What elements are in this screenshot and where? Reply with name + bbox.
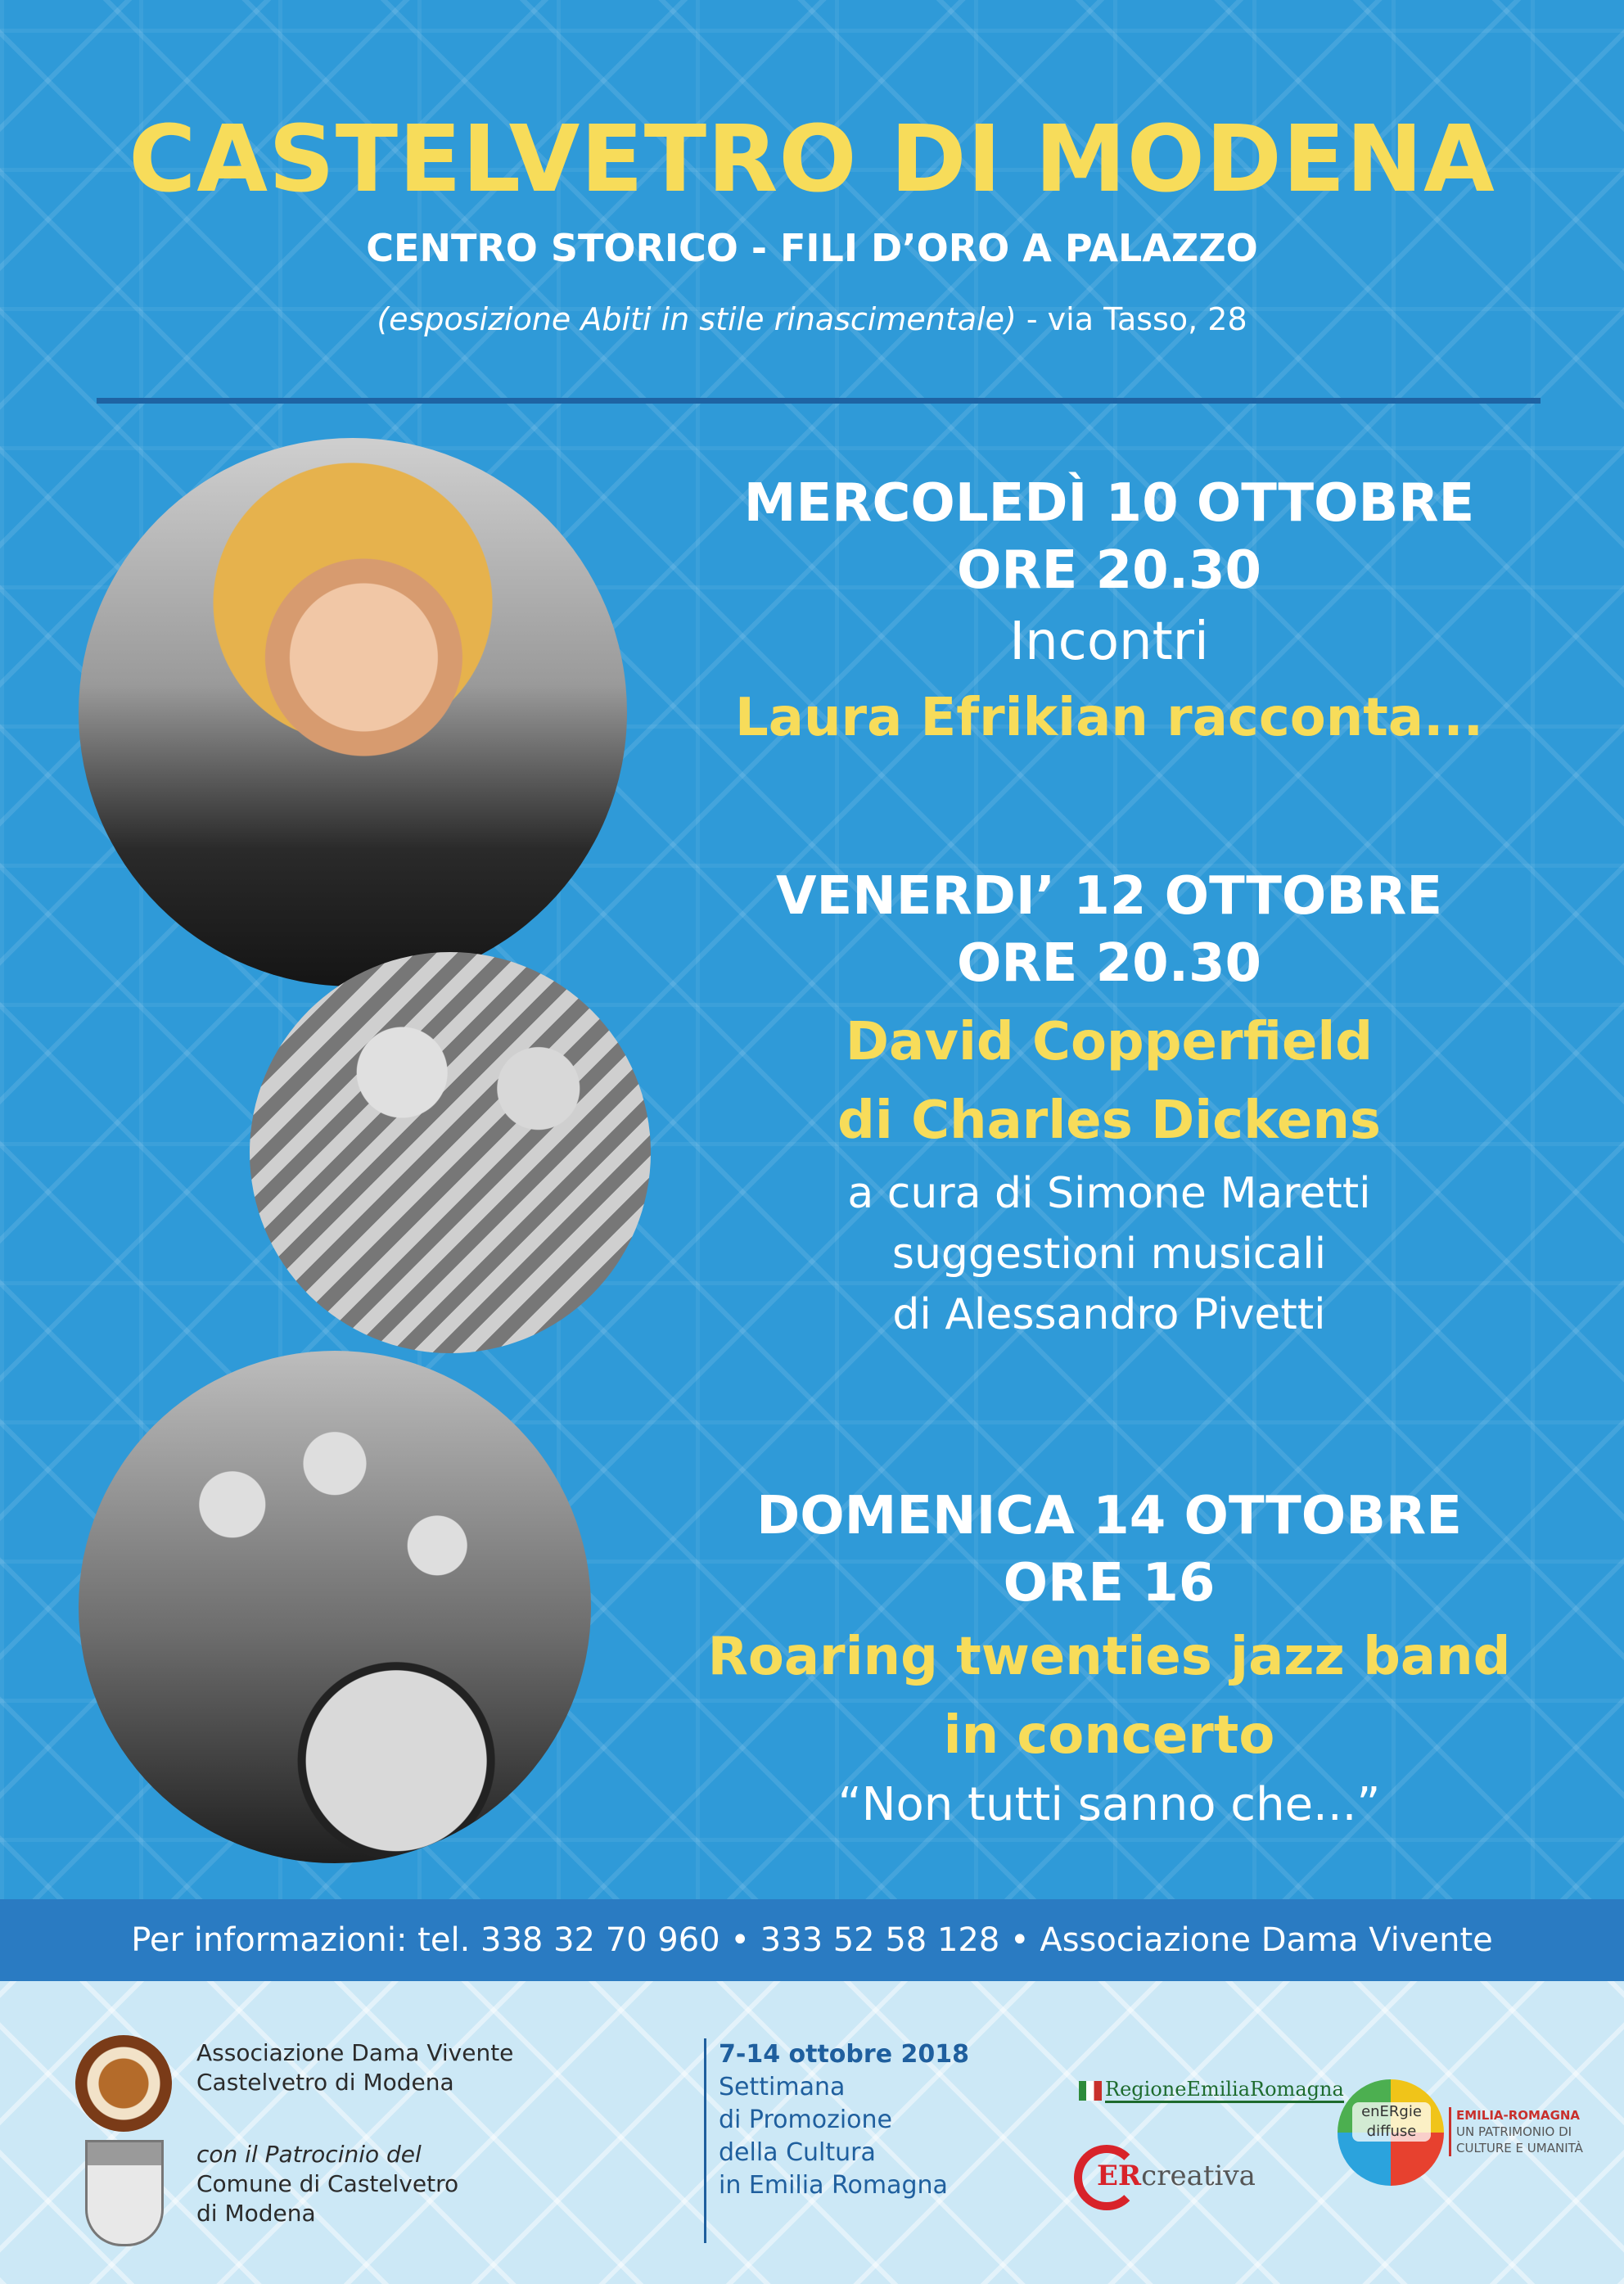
er-logo-line2: UN PATRIMONIO DI [1456, 2124, 1572, 2139]
event-2-time: ORE 20.30 [956, 933, 1262, 994]
info-bar: Per informazioni: tel. 338 32 70 960 • 333 52 58 128 • Associazione Dama Vivente [0, 1899, 1624, 1981]
footer-divider [704, 2038, 706, 2243]
dama-vivente-logo-icon [75, 2035, 172, 2132]
regione-emilia-romagna-logo: RegioneEmiliaRomagna [1105, 2078, 1344, 2103]
event-1-date: MERCOLEDÌ 10 OTTOBRE [743, 473, 1475, 534]
page-subtitle: CENTRO STORICO - FILI D’ORO A PALAZZO [366, 226, 1258, 270]
culture-week-line2: di Promozione [719, 2106, 892, 2134]
energie-line1: enERgie [1361, 2103, 1422, 2120]
event-2-curator: a cura di Simone Maretti [847, 1169, 1371, 1218]
association-line2: Castelvetro di Modena [196, 2069, 454, 2096]
comune-crest-icon [85, 2140, 164, 2246]
exhibition-note [0, 301, 1624, 337]
event-3-title-line2: in concerto [943, 1705, 1275, 1766]
event-2-title-line2: di Charles Dickens [837, 1090, 1381, 1151]
event-3 [647, 1483, 1572, 1835]
header-divider [97, 398, 1541, 404]
ercreativa-er: ER [1097, 2160, 1142, 2192]
culture-week-line1: Settimana [719, 2073, 846, 2101]
exhibition-description: (esposizione Abiti in stile rinascimentale) [377, 301, 1017, 337]
event-1-time: ORE 20.30 [956, 540, 1262, 601]
culture-week-line4: in Emilia Romagna [719, 2171, 948, 2200]
culture-week-line3: della Cultura [719, 2138, 876, 2167]
event-3-title-line1: Roaring twenties jazz band [707, 1627, 1511, 1687]
energie-line2: diffuse [1366, 2123, 1417, 2140]
association-name [196, 2038, 513, 2097]
culture-week-text [719, 2038, 969, 2202]
ercreativa-rest: creativa [1141, 2160, 1256, 2192]
event-3-quote: “Non tutti sanno che...” [837, 1778, 1381, 1831]
photo-david-copperfield [250, 952, 651, 1353]
portrait-photo-laura-efrikian [79, 438, 627, 986]
er-logo-line3: CULTURE E UMANITÀ [1456, 2141, 1583, 2155]
event-2-date: VENERDI’ 12 OTTOBRE [775, 866, 1443, 927]
association-line1: Associazione Dama Vivente [196, 2039, 514, 2066]
event-2-music-line1: suggestioni musicali [891, 1230, 1327, 1279]
page-title: CASTELVETRO DI MODENA [129, 106, 1495, 213]
patronage-line2: Comune di Castelvetro [196, 2170, 459, 2197]
emilia-romagna-patrimonio-logo [1449, 2107, 1583, 2156]
patronage-line3: di Modena [196, 2200, 316, 2227]
culture-week-dates: 7-14 ottobre 2018 [719, 2040, 969, 2069]
event-3-date: DOMENICA 14 OTTOBRE [756, 1486, 1462, 1546]
energie-diffuse-logo [1352, 2102, 1431, 2142]
regione-flag-icon [1079, 2081, 1102, 2101]
event-3-time: ORE 16 [1003, 1553, 1216, 1614]
event-2-music-line2: di Alessandro Pivetti [892, 1290, 1326, 1339]
event-1-kind: Incontri [1009, 612, 1209, 672]
event-2 [647, 864, 1572, 1345]
exhibition-address: - via Tasso, 28 [1016, 301, 1247, 337]
patronage-text [196, 2140, 458, 2228]
ercreativa-logo [1097, 2160, 1256, 2192]
event-2-title-line1: David Copperfield [845, 1012, 1374, 1072]
event-1 [647, 471, 1572, 757]
er-logo-line1: EMILIA-ROMAGNA [1456, 2108, 1581, 2123]
event-1-title: Laura Efrikian racconta... [734, 688, 1484, 748]
patronage-line1: con il Patrocinio del [196, 2141, 422, 2168]
photo-jazz-band [79, 1351, 591, 1863]
